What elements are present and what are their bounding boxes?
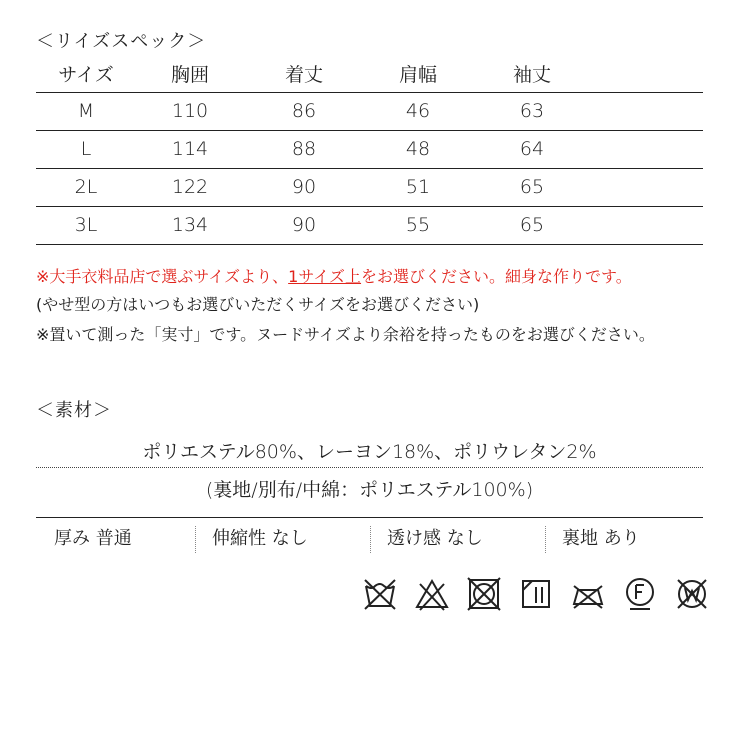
note1-underlined: 1サイズ上 bbox=[288, 267, 362, 286]
no-bleach-icon bbox=[414, 576, 450, 612]
cell-chest: 110 bbox=[171, 100, 209, 122]
cell-shoulder: 51 bbox=[405, 176, 431, 198]
cell-shoulder: 55 bbox=[405, 214, 431, 236]
attr-label: 伸縮性 bbox=[212, 528, 266, 549]
cell-sleeve: 65 bbox=[519, 176, 545, 198]
divider bbox=[36, 467, 703, 468]
line-dry-shade-icon bbox=[518, 576, 554, 612]
attr-separator bbox=[545, 526, 546, 553]
material-main: ポリエステル80%、レーヨン18%、ポリウレタン2% bbox=[142, 441, 597, 463]
size-spec-title: ＜リイズスペック＞ bbox=[36, 31, 207, 52]
size-note-slim: (やせ型の方はいつもお選びいただくサイズをお選びください) bbox=[36, 295, 480, 314]
cell-length: 86 bbox=[291, 100, 317, 122]
cell-size: L bbox=[80, 138, 92, 160]
cell-shoulder: 48 bbox=[405, 138, 431, 160]
attr-separator bbox=[195, 526, 196, 553]
header-length: 着丈 bbox=[284, 64, 323, 86]
cell-length: 90 bbox=[291, 214, 317, 236]
cell-sleeve: 64 bbox=[519, 138, 545, 160]
attr-label: 厚み bbox=[54, 528, 90, 549]
header-size: サイズ bbox=[58, 64, 114, 86]
header-shoulder: 肩幅 bbox=[398, 64, 437, 86]
attr-value: 普通 bbox=[95, 528, 132, 549]
size-note-red bbox=[36, 266, 632, 288]
header-sleeve: 袖丈 bbox=[512, 64, 551, 86]
cell-shoulder: 46 bbox=[405, 100, 431, 122]
attr-label: 裏地 bbox=[562, 528, 598, 549]
header-chest: 胸囲 bbox=[170, 64, 209, 86]
cell-chest: 122 bbox=[171, 176, 209, 198]
cell-length: 90 bbox=[291, 176, 317, 198]
cell-size: 3L bbox=[74, 214, 98, 236]
table-row bbox=[36, 207, 703, 245]
cell-sleeve: 65 bbox=[519, 214, 545, 236]
cell-length: 88 bbox=[291, 138, 317, 160]
no-tumble-dry-icon bbox=[466, 576, 502, 612]
attr-sheer bbox=[387, 524, 483, 554]
cell-chest: 114 bbox=[171, 138, 209, 160]
cell-sleeve: 63 bbox=[519, 100, 545, 122]
attr-value: なし bbox=[446, 528, 483, 549]
table-row bbox=[36, 169, 703, 207]
cell-size: 2L bbox=[74, 176, 98, 198]
dry-clean-f-icon bbox=[622, 576, 658, 612]
no-wash-icon bbox=[362, 576, 398, 612]
table-header-row bbox=[36, 58, 703, 93]
note1-pre: ※大手衣料品店で選ぶサイズより、 bbox=[36, 267, 289, 286]
attr-lining bbox=[562, 524, 640, 554]
attr-value: なし bbox=[271, 528, 308, 549]
note1-post: をお選びください。細身な作りです。 bbox=[361, 267, 632, 286]
material-title: ＜素材＞ bbox=[36, 400, 112, 421]
cell-chest: 134 bbox=[171, 214, 209, 236]
attr-value: あり bbox=[603, 528, 640, 549]
table-row bbox=[36, 93, 703, 131]
attr-label: 透け感 bbox=[387, 528, 441, 549]
iron-icon bbox=[570, 576, 606, 612]
size-note-measure: ※置いて測った「実寸」です。ヌードサイズより余裕を持ったものをお選びください。 bbox=[36, 325, 655, 344]
divider bbox=[36, 517, 703, 518]
attr-separator bbox=[370, 526, 371, 553]
cell-size: M bbox=[77, 100, 95, 122]
attr-stretch bbox=[212, 524, 308, 554]
table-row bbox=[36, 131, 703, 169]
no-wet-clean-icon bbox=[674, 576, 710, 612]
size-table bbox=[36, 58, 703, 245]
material-lining: (裏地/別布/中綿：ポリエステル100%) bbox=[205, 479, 534, 501]
attr-thickness bbox=[54, 524, 132, 554]
